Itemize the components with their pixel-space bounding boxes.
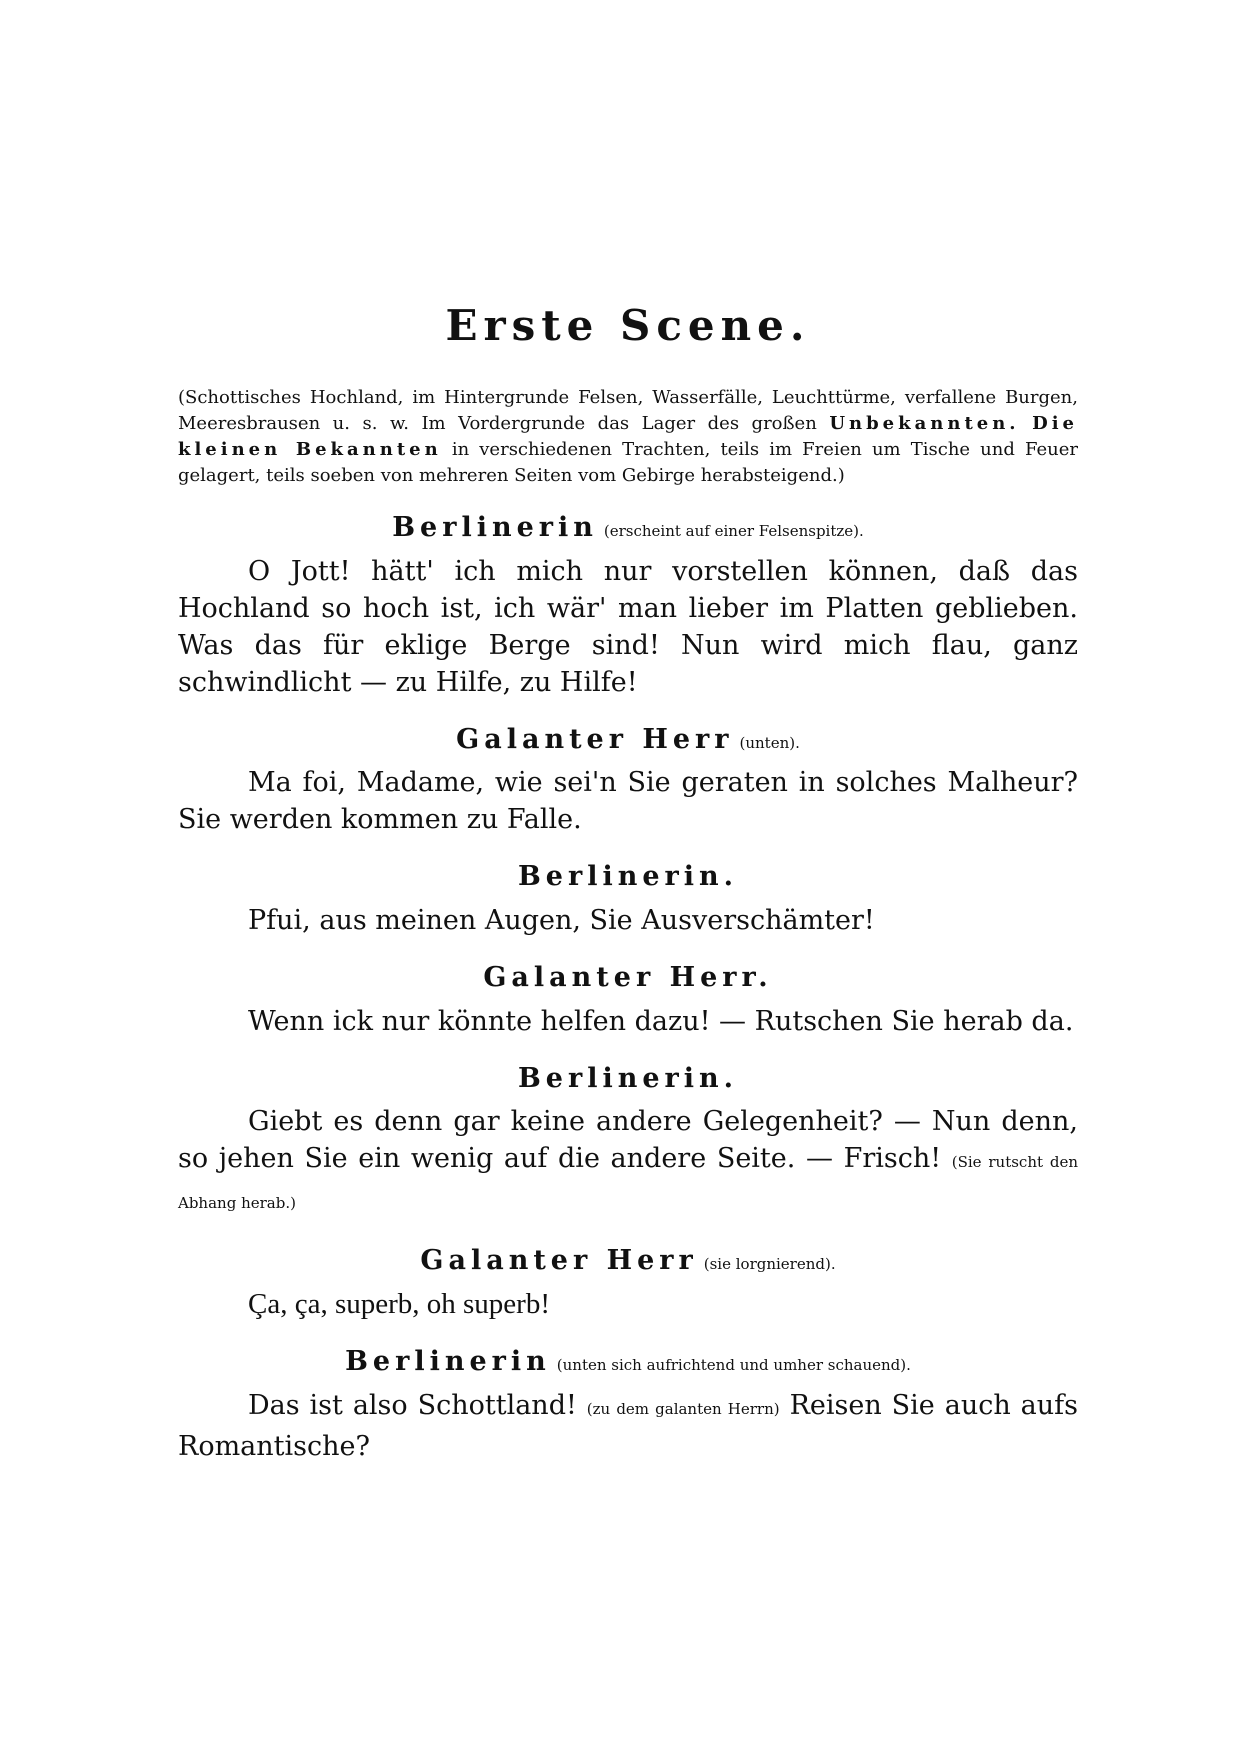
speech: [178, 1387, 1078, 1465]
speaker-name: Galanter Herr.: [483, 962, 773, 994]
speech: Ma foi, Madame, wie sei'n Sie geraten in solches Malheur? Sie werden kommen zu Falle.: [178, 767, 1078, 836]
speaker-heading: [178, 862, 1078, 892]
speaker-heading: [178, 513, 1078, 543]
speaker-note: (sie lorgnierend).: [703, 1255, 836, 1274]
speech: O Jott! hätt' ich mich nur vorstellen können, daß das Hochland so hoch ist, ich wär' man lieber im Platten geblieben. Was das für eklige Berge sind! Nun wird mich flau, ganz schwindlicht — zu Hilfe, zu Hilfe!: [178, 555, 1078, 698]
stage-direction: [178, 385, 1078, 489]
speaker-note: (unten).: [739, 733, 800, 752]
speaker-heading: [178, 1347, 1078, 1377]
stage-direction-part4: in verschiedenen Trachten, teils im Freien um Tische und Feuer gelagert, teils soeben von mehreren Seiten vom Gebirge herabsteigend.): [178, 439, 1078, 486]
speaker-name: Berlinerin: [392, 512, 598, 543]
speech: [178, 1103, 1078, 1222]
inline-stage-note: (zu dem galanten Herrn): [586, 1399, 780, 1418]
speaker-name: Galanter Herr: [420, 1245, 698, 1277]
speaker-heading: [178, 1246, 1078, 1276]
speaker-name: Galanter Herr: [456, 723, 734, 755]
speech: Pfui, aus meinen Augen, Sie Ausverschämter!: [248, 905, 875, 937]
speaker-name: Berlinerin: [345, 1346, 551, 1378]
stage-direction-part3: Die kleinen Bekannten: [178, 413, 1078, 460]
speaker-heading: [178, 725, 1078, 755]
inline-stage-note: (Sie rutscht den Abhang herab.): [178, 1153, 1078, 1213]
speech-text: Reisen Sie auch aufs Romantische?: [178, 1389, 1078, 1462]
speaker-heading: [178, 1064, 1078, 1094]
speaker-name: Berlinerin.: [517, 861, 739, 893]
scene-title: Erste Scene.: [445, 301, 811, 350]
speech: Wenn ick nur könnte helfen dazu! — Rutschen Sie herab da.: [248, 1005, 1074, 1037]
speaker-note: (erscheint auf einer Felsenspitze).: [603, 522, 864, 540]
stage-direction-part2: Unbekannten.: [829, 413, 1020, 434]
speaker-name: Berlinerin.: [517, 1062, 739, 1094]
speech-text: Das ist also Schottland!: [248, 1389, 577, 1421]
speech: Ça, ça, superb, oh superb!: [248, 1288, 550, 1321]
speaker-note: (unten sich aufrichtend und umher schauend).: [556, 1356, 911, 1375]
speaker-heading: [178, 963, 1078, 993]
stage-direction-part1: (Schottisches Hochland, im Hintergrunde Felsen, Wasserfälle, Leuchttürme, verfallene Burgen, Meeresbrausen u. s. w. Im Vordergrunde das Lager des großen: [178, 387, 1078, 434]
speech-text: Giebt es denn gar keine andere Gelegenheit? — Nun denn, so jehen Sie ein wenig auf die andere Seite. — Frisch!: [178, 1106, 1078, 1175]
document-page: [178, 301, 1078, 1465]
